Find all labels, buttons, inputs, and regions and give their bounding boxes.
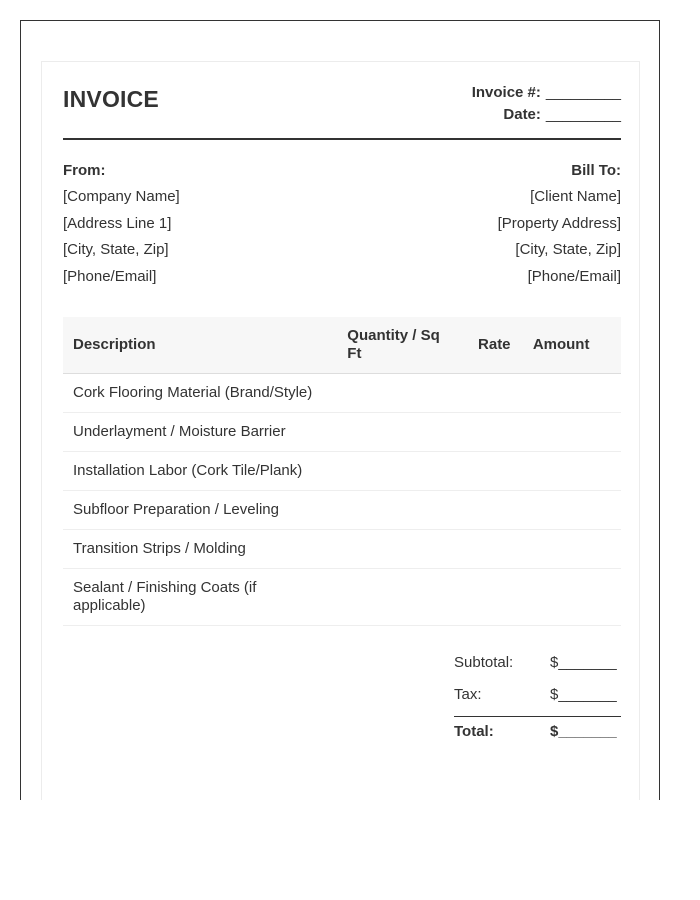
total-field[interactable]: $_______: [550, 723, 617, 740]
row-amount[interactable]: [523, 374, 621, 413]
bill-to-property-address: [Property Address]: [497, 214, 621, 232]
invoice-document: [41, 61, 640, 800]
invoice-number-row: [472, 84, 621, 106]
row-amount[interactable]: [523, 413, 621, 452]
row-rate[interactable]: [468, 530, 523, 569]
subtotal-label: Subtotal:: [454, 654, 514, 671]
invoice-header: [63, 62, 621, 140]
bill-to-phone-email: [Phone/Email]: [527, 267, 621, 285]
date-field[interactable]: _________: [545, 106, 621, 123]
from-phone-email: [Phone/Email]: [63, 267, 157, 285]
table-row: [63, 530, 621, 569]
column-header-amount: Amount: [523, 317, 621, 374]
invoice-number-label: Invoice #:: [471, 84, 541, 101]
date-label: Date:: [503, 106, 541, 123]
row-description: Cork Flooring Material (Brand/Style): [63, 374, 337, 413]
subtotal-row: [454, 650, 621, 682]
row-amount[interactable]: [523, 530, 621, 569]
row-quantity[interactable]: [337, 569, 468, 626]
invoice-number-field[interactable]: _________: [545, 84, 621, 101]
table-row: [63, 452, 621, 491]
row-amount[interactable]: [523, 452, 621, 491]
column-header-description: Description: [63, 317, 337, 374]
row-rate[interactable]: [468, 569, 523, 626]
from-block: [63, 162, 180, 290]
row-rate[interactable]: [468, 413, 523, 452]
row-quantity[interactable]: [337, 452, 468, 491]
from-city-state-zip: [City, State, Zip]: [63, 241, 169, 258]
from-company-name: [Company Name]: [63, 188, 180, 205]
row-amount[interactable]: [523, 569, 621, 626]
subtotal-field[interactable]: $_______: [550, 654, 617, 671]
row-quantity[interactable]: [337, 413, 468, 452]
bill-to-heading: Bill To:: [571, 162, 621, 179]
row-quantity[interactable]: [337, 491, 468, 530]
row-quantity[interactable]: [337, 530, 468, 569]
table-row: [63, 569, 621, 626]
column-header-rate: Rate: [468, 317, 523, 374]
row-quantity[interactable]: [337, 374, 468, 413]
totals-section: [454, 650, 621, 753]
table-header-row: [63, 317, 621, 374]
row-description: Underlayment / Moisture Barrier: [63, 413, 337, 452]
invoice-title: INVOICE: [63, 86, 159, 112]
total-row: [454, 717, 621, 753]
row-description: Transition Strips / Molding: [63, 530, 337, 569]
line-items-table: [63, 317, 621, 626]
table-row: [63, 491, 621, 530]
total-label: Total:: [454, 723, 494, 740]
table-row: [63, 374, 621, 413]
row-description: Subfloor Preparation / Leveling: [63, 491, 337, 530]
row-rate[interactable]: [468, 374, 523, 413]
row-description: Sealant / Finishing Coats (if applicable): [63, 569, 337, 626]
tax-label: Tax:: [454, 686, 482, 703]
row-rate[interactable]: [468, 452, 523, 491]
tax-field[interactable]: $_______: [550, 686, 617, 703]
column-header-quantity: Quantity / Sq Ft: [337, 317, 468, 374]
parties-section: [63, 140, 621, 320]
bill-to-block: [498, 162, 621, 290]
row-description: Installation Labor (Cork Tile/Plank): [63, 452, 337, 491]
from-heading: From:: [63, 162, 106, 179]
bill-to-client-name: [Client Name]: [530, 188, 621, 205]
from-address: [Address Line 1]: [63, 214, 172, 232]
invoice-meta: [472, 84, 621, 128]
date-row: [472, 106, 621, 128]
invoice-body: [63, 62, 621, 740]
row-amount[interactable]: [523, 491, 621, 530]
bill-to-city-state-zip: [City, State, Zip]: [515, 241, 621, 258]
tax-row: [454, 682, 621, 714]
table-row: [63, 413, 621, 452]
row-rate[interactable]: [468, 491, 523, 530]
